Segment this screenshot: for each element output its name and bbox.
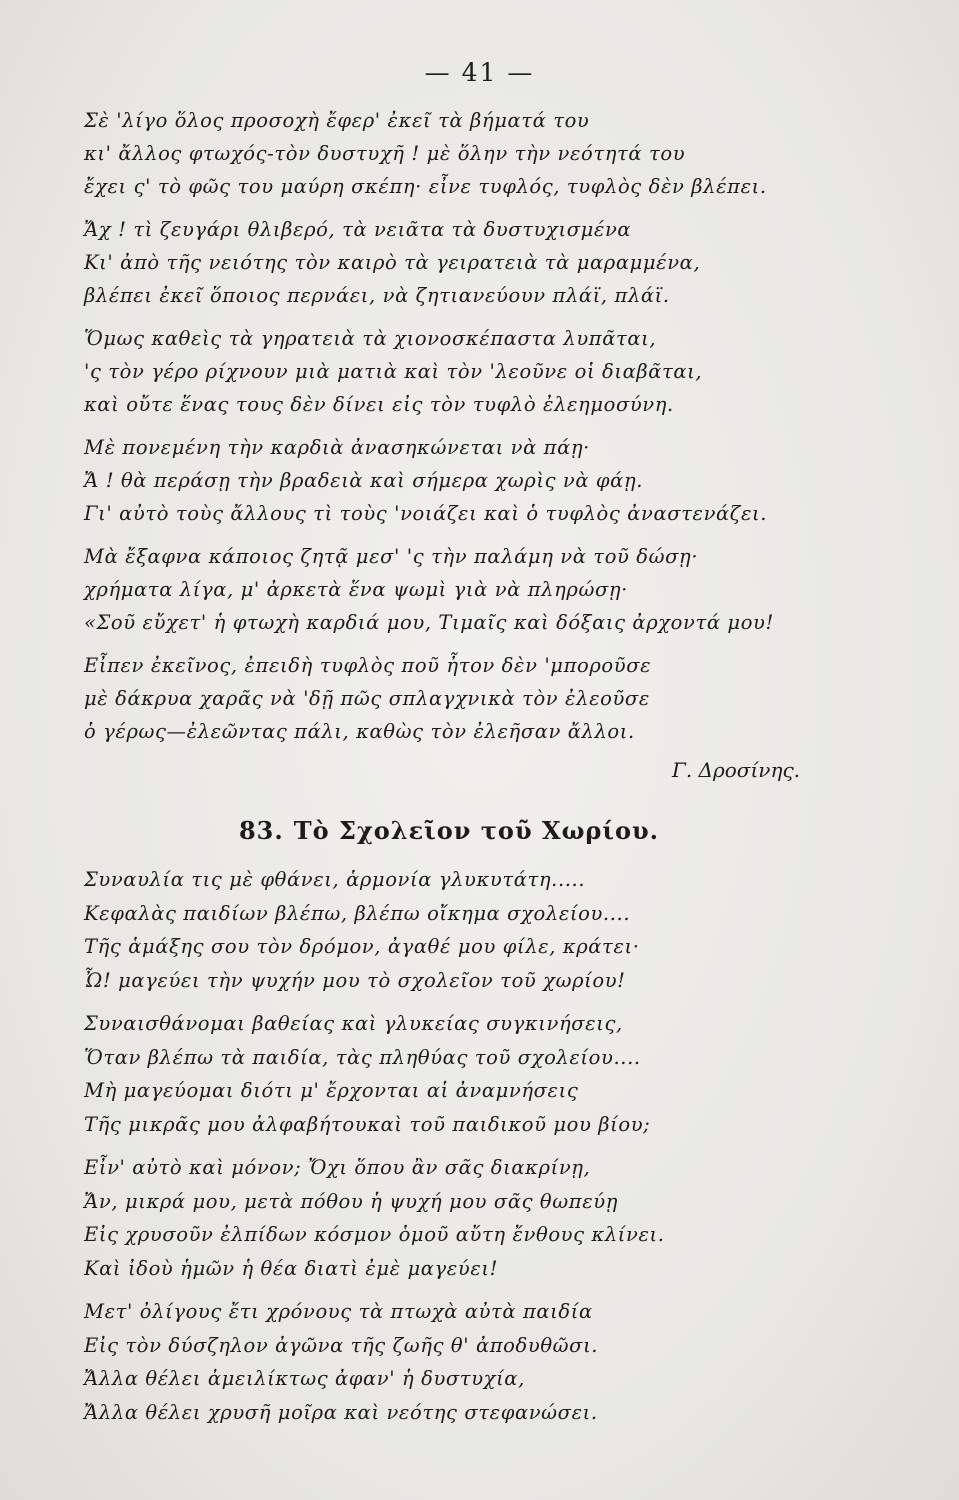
verse-line: ὁ γέρως—ἐλεῶντας πάλι, καθὼς τὸν ἐλεῆσαν ἄλλοι. — [84, 720, 635, 743]
verse-line: Ἄλλα θέλει ἀμειλίκτως ἀφαν' ἡ δυστυχία, — [84, 1367, 525, 1390]
verse-line: Εἰς τὸν δύσζηλον ἀγῶνα τῆς ζωῆς θ' ἀποδυθῶσι. — [84, 1333, 599, 1357]
verse-line: Εἶπεν ἐκεῖνος, ἐπειδὴ τυφλὸς ποῦ ἦτον δὲν 'μποροῦσε — [84, 654, 652, 677]
section-number: 83. — [238, 816, 284, 845]
verse-line: μὲ δάκρυα χαρᾶς νὰ 'δῇ πῶς σπλαγχνικὰ τὸν ἐλεοῦσε — [84, 687, 650, 710]
verse-line: Εἶν' αὐτὸ καὶ μόνον; Ὄχι ὅπου ἂν σᾶς διακρίνῃ, — [84, 1156, 591, 1179]
stanza — [84, 322, 814, 421]
stanza — [84, 431, 814, 530]
stanza — [84, 1295, 814, 1429]
poem-drosinis — [84, 104, 814, 782]
verse-line: Καὶ ἰδοὺ ἡμῶν ἡ θέα διατὶ ἐμὲ μαγεύει! — [84, 1256, 499, 1280]
verse-line: Ἄν, μικρά μου, μετὰ πόθου ἡ ψυχή μου σᾶς θωπεύῃ — [84, 1189, 618, 1213]
verse-line: Ἄ ! θὰ περάσῃ τὴν βραδειὰ καὶ σήμερα χωρὶς νὰ φάῃ. — [84, 469, 644, 492]
verse-line: Ὅταν βλέπω τὰ παιδία, τὰς πληθύας τοῦ σχολείου.... — [84, 1045, 641, 1069]
verse-line: χρήματα λίγα, μ' ἀρκετὰ ἕνα ψωμὶ γιὰ νὰ πληρώσῃ· — [84, 578, 628, 601]
verse-line: 'ς τὸν γέρο ρίχνουν μιὰ ματιὰ καὶ τὸν 'λεοῦνε οἱ διαβᾶται, — [84, 360, 703, 383]
stanza — [84, 863, 814, 997]
verse-line: Ἄχ ! τὶ ζευγάρι θλιβερό, τὰ νειᾶτα τὰ δυστυχισμένα — [84, 218, 632, 241]
verse-line: «Σοῦ εὔχετ' ἡ φτωχὴ καρδιά μου, Τιμαῖς καὶ δόξαις ἀρχοντά μου! — [84, 611, 774, 634]
verse-line: Γι' αὐτὸ τοὺς ἄλλους τὶ τοὺς 'νοιάζει καὶ ὁ τυφλὸς ἀναστενάζει. — [84, 502, 768, 525]
verse-line: Ὅμως καθεὶς τὰ γηρατειὰ τὰ χιονοσκέπαστα λυπᾶται, — [84, 327, 657, 350]
verse-line: Κεφαλὰς παιδίων βλέπω, βλέπω οἴκημα σχολείου.... — [84, 901, 631, 925]
page-content — [84, 104, 814, 1439]
author-signature: Γ. Δροσίνης. — [671, 758, 800, 782]
verse-line: ἔχει ς' τὸ φῶς του μαύρη σκέπη· εἶνε τυφλός, τυφλὸς δὲν βλέπει. — [84, 175, 767, 198]
verse-line: βλέπει ἐκεῖ ὅποιος περνάει, νὰ ζητιανεύουν πλάϊ, πλάϊ. — [84, 284, 670, 307]
verse-line: Ἄλλα θέλει χρυσῆ μοῖρα καὶ νεότης στεφανώσει. — [84, 1400, 598, 1424]
verse-line: Εἰς χρυσοῦν ἐλπίδων κόσμον ὁμοῦ αὔτη ἔνθους κλίνει. — [84, 1223, 665, 1246]
verse-line: Τῆς μικρᾶς μου ἀλφαβήτουκαὶ τοῦ παιδικοῦ μου βίου; — [84, 1112, 651, 1136]
verse-line: Ὦ! μαγεύει τὴν ψυχήν μου τὸ σχολεῖον τοῦ χωρίου! — [84, 968, 626, 992]
verse-line: Μὴ μαγεύομαι διότι μ' ἔρχονται αἱ ἀναμνήσεις — [84, 1079, 579, 1102]
verse-line: Συναυλία τις μὲ φθάνει, ἁρμονία γλυκυτάτη..... — [84, 868, 586, 891]
stanza — [84, 1151, 814, 1285]
verse-line: Μὲ πονεμένη τὴν καρδιὰ ἀνασηκώνεται νὰ πάῃ· — [84, 436, 590, 459]
verse-line: κι' ἄλλος φτωχός-τὸν δυστυχῆ ! μὲ ὅλην τὴν νεότητά του — [84, 142, 686, 165]
verse-line: Τῆς ἁμάξης σου τὸν δρόμον, ἀγαθέ μου φίλε, κράτει· — [84, 935, 640, 958]
page-number: — 41 — — [424, 58, 535, 87]
verse-line: Σὲ 'λίγο ὅλος προσοχὴ ἔφερ' ἐκεῖ τὰ βήματά του — [84, 109, 590, 132]
stanza — [84, 213, 814, 312]
stanza — [84, 649, 814, 748]
verse-line: Μετ' ὀλίγους ἔτι χρόνους τὰ πτωχὰ αὐτὰ παιδία — [84, 1300, 593, 1323]
section-title: Τὸ Σχολεῖον τοῦ Χωρίου. — [293, 816, 660, 845]
section-heading — [84, 816, 814, 845]
verse-line: καὶ οὔτε ἕνας τους δὲν δίνει εἰς τὸν τυφλὸ ἐλεημοσύνη. — [84, 393, 674, 416]
poem-village-school — [84, 863, 814, 1429]
stanza — [84, 104, 814, 203]
stanza — [84, 1007, 814, 1141]
verse-line: Κι' ἀπὸ τῆς νειότης τὸν καιρὸ τὰ γειρατειὰ τὰ μαραμμένα, — [84, 251, 701, 274]
stanza — [84, 540, 814, 639]
verse-line: Συναισθάνομαι βαθείας καὶ γλυκείας συγκινήσεις, — [84, 1012, 623, 1035]
verse-line: Μὰ ἔξαφνα κάποιος ζητᾷ μεσ' 'ς τὴν παλάμη νὰ τοῦ δώσῃ· — [84, 545, 699, 568]
